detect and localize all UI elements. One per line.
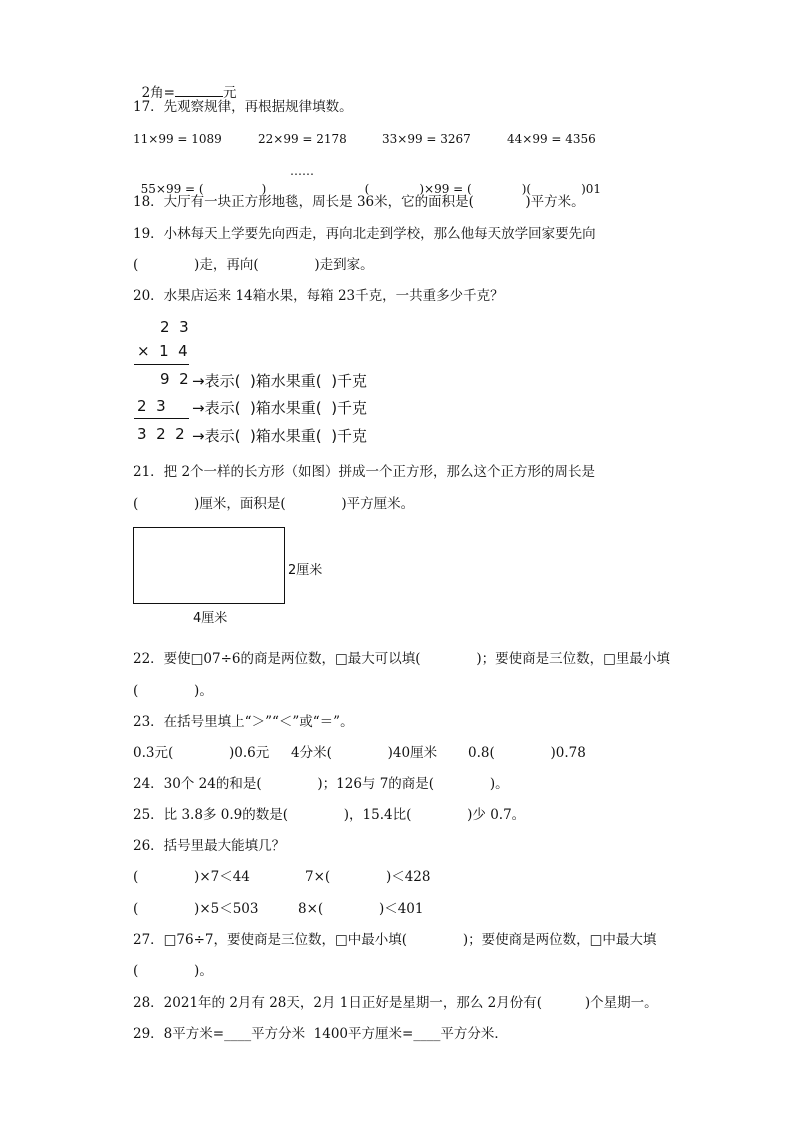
question-19-line-1: 19．小林每天上学要先向西走，再向北走到学校，那么他每天放学回家要先向 (133, 226, 596, 242)
q23-item-2: 4分米( )40厘米 (291, 745, 438, 761)
q17-equation-4: 44×99 = 4356 (507, 132, 596, 146)
q20-rule-1 (134, 364, 189, 365)
question-18: 18．大厅有一块正方形地毯，周长是 36米，它的面积是( )平方米。 (133, 194, 585, 210)
question-22-line-1: 22．要使□07÷6的商是两位数，□最大可以填( )；要使商是三位数，□里最小填 (133, 651, 670, 667)
q20-partial-2: 2 3 (137, 397, 166, 415)
answer-blank[interactable] (175, 84, 223, 97)
q20-multiplicand: 2 3 (160, 318, 189, 336)
q20-product: 3 2 2 (137, 425, 185, 443)
q23-item-3: 0.8( )0.78 (468, 745, 586, 761)
question-21-line-2: ( )厘米，面积是( )平方厘米。 (133, 496, 415, 512)
rectangle-figure (133, 527, 285, 604)
q17-equation-3: 33×99 = 3267 (382, 132, 471, 146)
q20-rule-2 (134, 418, 189, 419)
q17-fill-row: 55×99 = ( ) (140, 182, 267, 196)
q20-multiplier: × 1 4 (137, 342, 188, 360)
q17-fill-row-2: ( )×99 = ( )( )01 (364, 182, 602, 196)
question-20: 20．水果店运来 14箱水果，每箱 23千克，一共重多少千克？ (133, 288, 504, 304)
question-19-line-2: ( )走，再向( )走到家。 (133, 257, 374, 273)
question-23: 23．在括号里填上“＞”“＜”或“＝”。 (133, 714, 354, 730)
q17-equation-2: 22×99 = 2178 (258, 132, 347, 146)
q26-item-4: 8×( )＜401 (298, 901, 424, 917)
question-16-tail: 2角= 元 (141, 85, 237, 101)
q20-partial-1: 9 2 (160, 370, 189, 388)
q23-item-1: 0.3元( )0.6元 (133, 745, 270, 761)
question-22-line-2: ( )。 (133, 683, 213, 699)
question-17: 17．先观察规律，再根据规律填数。 (133, 99, 353, 115)
q20-partial-1-explain: →表示( )箱水果重( )千克 (192, 372, 368, 390)
q17-ellipsis: …… (290, 164, 314, 178)
question-29: 29．8平方米=____平方分米 1400平方厘米=____平方分米． (133, 1026, 508, 1042)
q17-equation-1: 11×99 = 1089 (133, 132, 222, 146)
q20-product-explain: →表示( )箱水果重( )千克 (192, 427, 368, 445)
question-24: 24．30个 24的和是( )；126与 7的商是( )。 (133, 776, 509, 792)
rectangle-width-label: 2厘米 (288, 563, 323, 578)
question-27-line-1: 27．□76÷7，要使商是三位数，□中最小填( )；要使商是两位数，□中最大填 (133, 932, 657, 948)
q26-item-1: ( )×7＜44 (133, 869, 250, 885)
question-26: 26．括号里最大能填几？ (133, 838, 286, 854)
question-21-line-1: 21．把 2个一样的长方形（如图）拼成一个正方形，那么这个正方形的周长是 (133, 464, 596, 480)
question-25: 25．比 3.8多 0.9的数是( )，15.4比( )少 0.7。 (133, 807, 526, 823)
q20-partial-2-explain: →表示( )箱水果重( )千克 (192, 399, 368, 417)
question-28: 28．2021年的 2月有 28天，2月 1日正好是星期一，那么 2月份有( )个星期一。 (133, 995, 658, 1011)
q26-item-3: ( )×5＜503 (133, 901, 259, 917)
question-27-line-2: ( )。 (133, 963, 213, 979)
rectangle-length-label: 4厘米 (193, 611, 228, 626)
q26-item-2: 7×( )＜428 (305, 869, 431, 885)
